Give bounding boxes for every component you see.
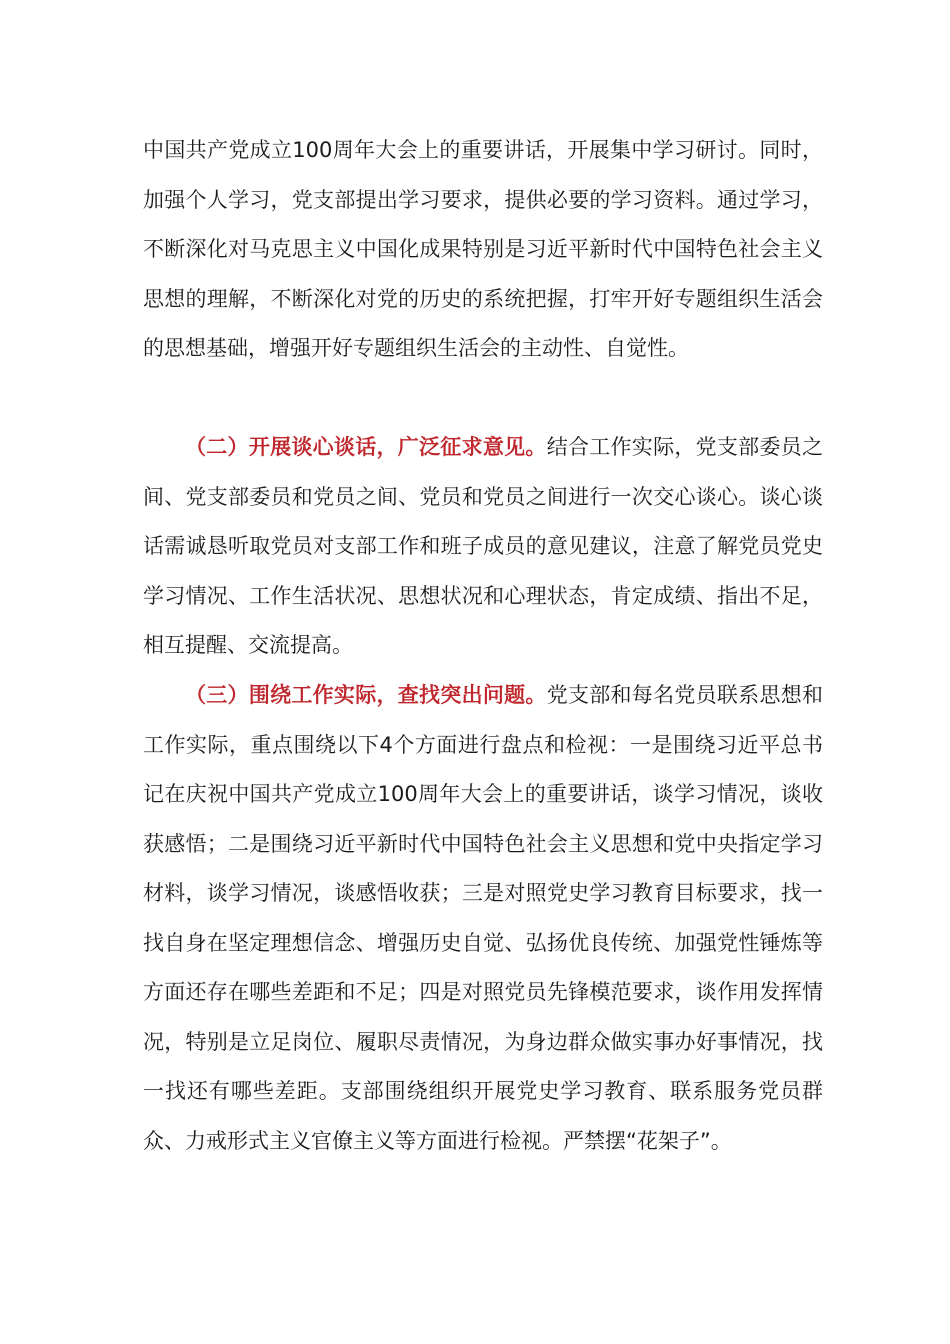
paragraph-body: 结合工作实际，党支部委员之间、党支部委员和党员之间、党员和党员之间进行一次交心谈心。谈心谈话需诚恳听取党员对支部工作和班子成员的意见建议，注意了解党员党史学习情况、工作生活状况、思想状况和心理状态，肯定成绩、指出不足，相互提醒、交流提高。 <box>143 435 824 657</box>
section-heading-3: （三）围绕工作实际，查找突出问题。 <box>185 683 547 707</box>
paragraph-heart-to-heart-talks <box>143 423 823 671</box>
paragraph-find-problems <box>143 671 823 1166</box>
section-heading-2: （二）开展谈心谈话，广泛征求意见。 <box>185 435 547 459</box>
paragraph-body: 中国共产党成立100周年大会上的重要讲话，开展集中学习研讨。同时，加强个人学习，党支部提出学习要求，提供必要的学习资料。通过学习，不断深化对马克思主义中国化成果特别是习近平新时代中国特色社会主义思想的理解，不断深化对党的历史的系统把握，打牢开好专题组织生活会的思想基础，增强开好专题组织生活会的主动性、自觉性。 <box>143 138 823 360</box>
paragraph-body: 党支部和每名党员联系思想和工作实际，重点围绕以下4个方面进行盘点和检视：一是围绕习近平总书记在庆祝中国共产党成立100周年大会上的重要讲话，谈学习情况，谈收获感悟；二是围绕习近平新时代中国特色社会主义思想和党中央指定学习材料，谈学习情况，谈感悟收获；三是对照党史学习教育目标要求，找一找自身在坚定理想信念、增强历史自觉、弘扬优良传统、加强党性锤炼等方面还存在哪些差距和不足；四是对照党员先锋模范要求，谈作用发挥情况，特别是立足岗位、履职尽责情况，为身边群众做实事办好事情况，找一找还有哪些差距。支部围绕组织开展党史学习教育、联系服务党员群众、力戒形式主义官僚主义等方面进行检视。严禁摆“花架子”。 <box>143 683 824 1153</box>
paragraph-study <box>143 126 823 374</box>
